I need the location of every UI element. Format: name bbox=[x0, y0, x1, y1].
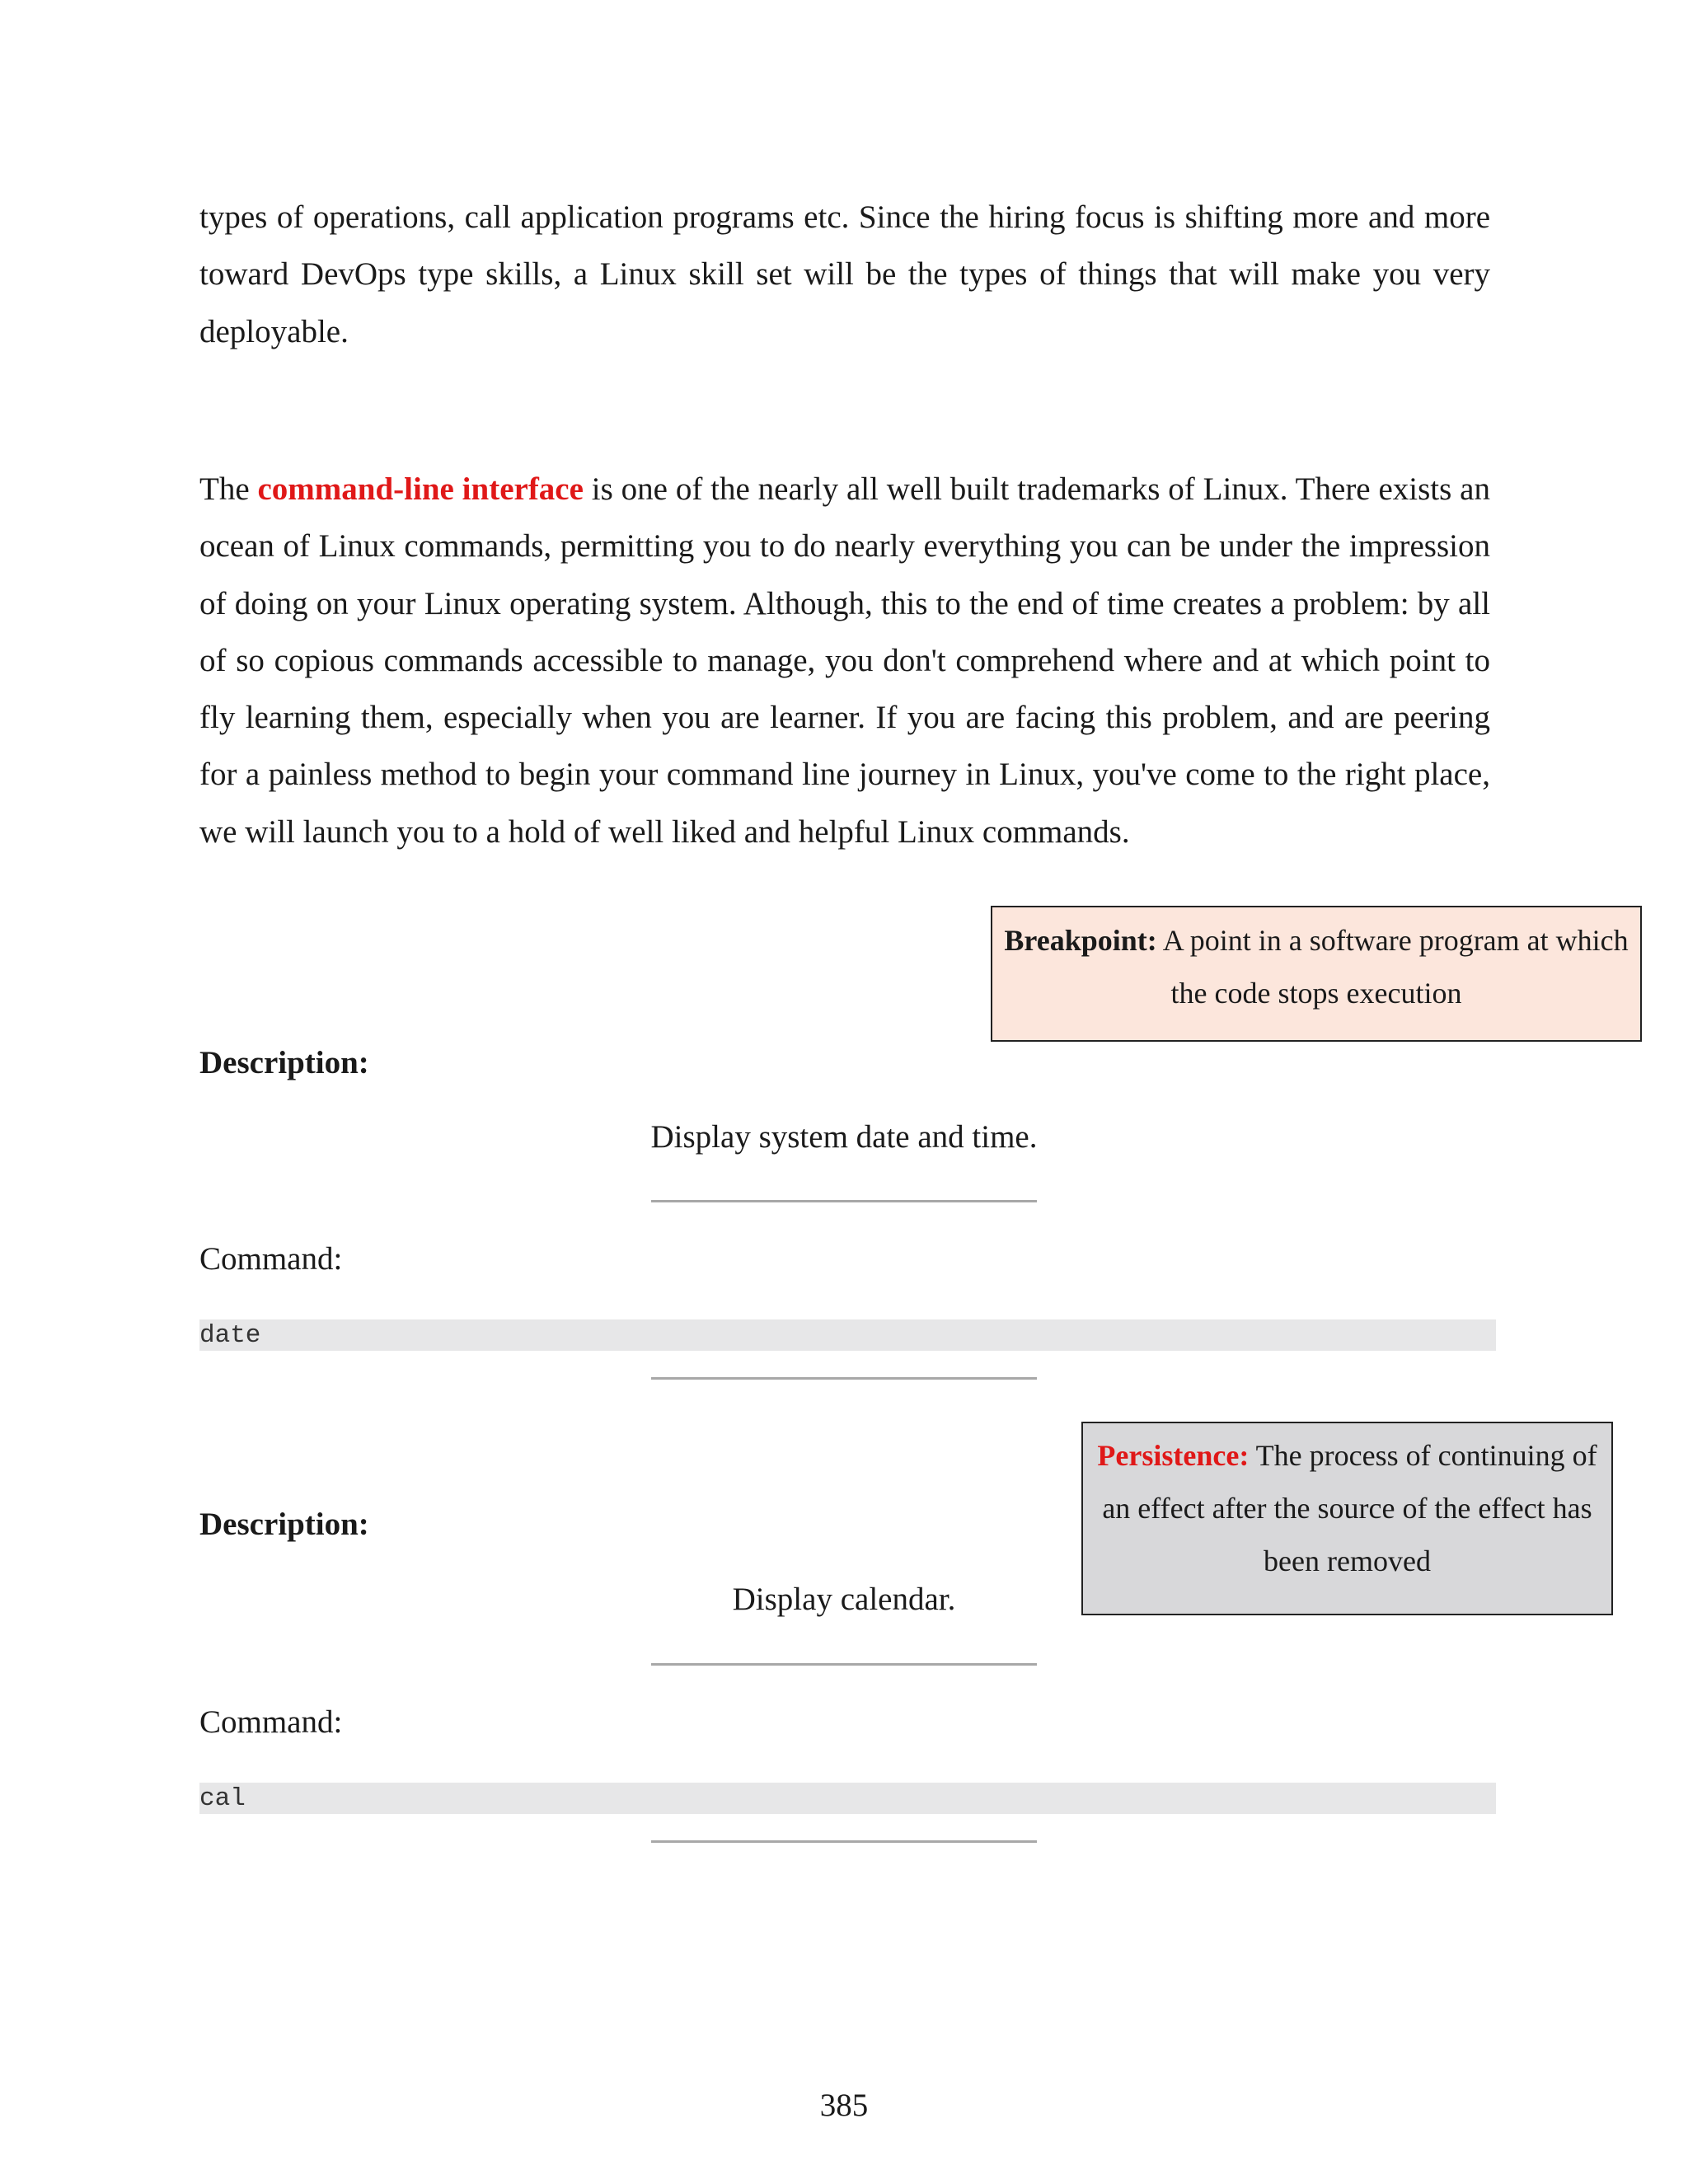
description-text: Display calendar. bbox=[732, 1582, 956, 1617]
command-label: Command: bbox=[199, 1241, 343, 1277]
command-code: date bbox=[199, 1319, 1496, 1351]
breakpoint-callout bbox=[991, 906, 1642, 1042]
description-heading: Description: bbox=[199, 1507, 369, 1542]
paragraph-rest-text: is one of the nearly all well built trademarks of Linux. There exists an ocean of Linux commands, permitting you to do nearly everything you can be under the impression of doing on your Linux operating system. Although, this to the end of time creates a problem: by all of so copious commands accessible to manage, you don't comprehend where and at which point to fly learning them, especially when you are learner. If you are facing this problem, and are peering for a painless method to begin your command line journey in Linux, you've come to the right place, we will launch you to a hold of well liked and helpful Linux commands. bbox=[199, 471, 1490, 850]
body-paragraph-intro: types of operations, call application programs etc. Since the hiring focus is shifting more and more toward DevOps type skills, a Linux skill set will be the types of things that will make you very deployable. bbox=[199, 199, 1490, 349]
description-text: Display system date and time. bbox=[650, 1119, 1038, 1155]
divider-rule bbox=[651, 1663, 1037, 1666]
description-heading: Description: bbox=[199, 1045, 369, 1080]
page-number: 385 bbox=[819, 2088, 869, 2123]
command-label: Command: bbox=[199, 1704, 343, 1740]
callout-definition: The process of continuing of an effect after the source of the effect has been removed bbox=[1102, 1439, 1597, 1577]
divider-rule bbox=[651, 1200, 1037, 1202]
body-paragraph-cli bbox=[199, 461, 1490, 860]
paragraph-lead-text: The bbox=[199, 471, 258, 507]
callout-definition: A point in a software program at which the code stops execution bbox=[1156, 924, 1629, 1010]
command-code: cal bbox=[199, 1783, 1496, 1814]
callout-term: Persistence: bbox=[1097, 1439, 1250, 1472]
highlighted-term: command-line interface bbox=[257, 471, 584, 507]
divider-rule bbox=[651, 1840, 1037, 1843]
divider-rule bbox=[651, 1377, 1037, 1380]
callout-term: Breakpoint: bbox=[1004, 924, 1157, 957]
